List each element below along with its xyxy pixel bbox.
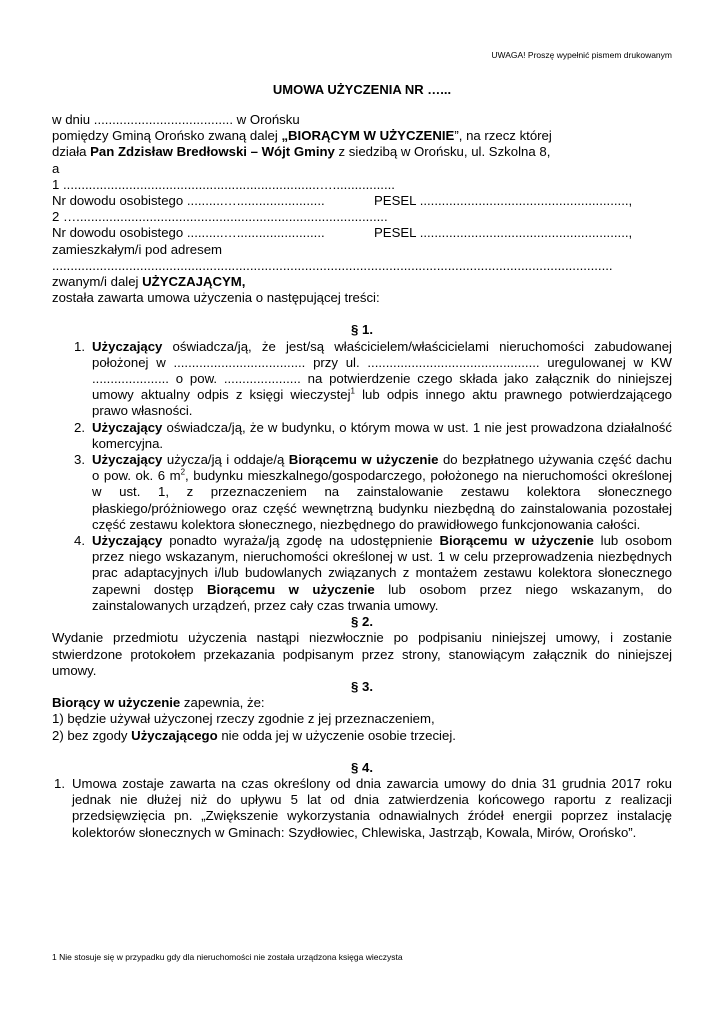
print-notice: UWAGA! Proszę wypełnić pismem drukowanym <box>491 50 672 60</box>
section-1-item-3 <box>72 452 672 533</box>
text: oświadcza/ją, że w budynku, o którym mowa w ust. 1 nie jest prowadzona działalność komercyjna. <box>92 419 672 451</box>
id-number-field[interactable]: Nr dowodu osobistego ..........…........................ <box>52 193 325 209</box>
text: z siedzibą w Orońsku, ul. Szkolna 8, <box>334 144 551 160</box>
party1-field[interactable]: 1 ......................................................................…................. <box>52 176 395 192</box>
text: nie odda jej w użyczenie osobie trzeciej. <box>217 727 456 743</box>
text: , budynku mieszkalnego/gospodarczego, położonego na nieruchomości określonej w ust. 1, z przeznaczeniem na zainstalowanie zestawu kolektora słonecznego płaskiego/próżniowego oraz część wewnętrzną budynku niezbędną do zainstalowania pozostałej część zestawu kolektora słonecznego, niezbędnego do prawidłowego funkcjonowania całości. <box>92 468 672 532</box>
text: działa <box>52 144 91 160</box>
lender-line <box>52 274 672 290</box>
section-1-item-2 <box>72 420 672 452</box>
borrower-term: Biorący w użyczenie <box>52 695 181 711</box>
id-number-field[interactable]: Nr dowodu osobistego ..........…........................ <box>52 225 325 241</box>
section-3-lead <box>52 695 672 711</box>
section-4-item-1 <box>52 776 672 841</box>
item-number: 2. <box>74 419 85 435</box>
section-1-list <box>52 339 672 614</box>
borrower-label: „BIORĄCYM W UŻYCZENIE <box>281 128 455 144</box>
party1-id-row <box>52 193 672 209</box>
mayor-name: Pan Zdzisław Bredłowski – Wójt Gminy <box>90 144 335 160</box>
text: ”, na rzecz której <box>454 128 552 144</box>
text: Umowa zostaje zawarta na czas określony od dnia zawarcia umowy do dnia 31 grudnia 2017 roku jednak nie dłużej niż do upływu 5 lat od dnia zatwierdzenia końcowego raportu z realizacji przedsięwzięcia pn. „Zwiększenie wykorzystania odnawialnych źródeł energii poprzez instalację kolektorów słonecznych w Gminach: Szydłowiec, Chlewiska, Jastrząb, Kowala, Mirów, Orońsko”. <box>72 775 672 840</box>
item-number: 4. <box>74 533 85 549</box>
text: zwanym/i dalej <box>52 274 143 290</box>
section-3-heading: § 3. <box>351 678 373 694</box>
text: oświadcza/ją, że jest/są właścicielem/właścicielami nieruchomości zabudowanej położonej w .................................... przy ul. ............................................... uregulowanej w KW ..................... o pow. ..................... na potwierdzenie czego składa jako załącznik do niniejszej umowy aktualny odpis z księgi wieczystej <box>92 338 672 403</box>
text: pomiędzy Gminą Orońsko zwaną dalej <box>52 128 282 144</box>
address-field[interactable]: ......................................................................................................................................................... <box>52 257 613 273</box>
lender-term: Użyczający <box>92 452 163 468</box>
section-2-text: Wydanie przedmiotu użyczenia nastąpi niezwłocznie po podpisaniu niniejszej umowy, i zostanie stwierdzone protokołem przekazania podpisanym przez strony, stanowiącym załącznik do niniejszej umowy. <box>52 630 672 678</box>
parties-line <box>52 128 672 144</box>
text: lub osobom przez niego wskazanym, do zainstalowanych urządzeń, przez cały czas trwania umowy. <box>92 581 673 613</box>
text: lub odpis innego aktu prawnego potwierdzającego prawo własności. <box>92 387 672 419</box>
lender-term: Użyczający <box>92 338 163 354</box>
lender-term: Użyczającego <box>131 727 218 743</box>
section-3-point-2 <box>52 728 672 744</box>
section-1-item-1 <box>72 339 672 420</box>
section-3-point-1: 1) będzie używał użyczonej rzeczy zgodnie z jej przeznaczeniem, <box>52 711 435 727</box>
section-2-heading: § 2. <box>351 614 373 630</box>
lender-term: Użyczający <box>92 533 163 549</box>
concluded-line: została zawarta umowa użyczenia o następującej treści: <box>52 290 380 306</box>
section-4-heading: § 4. <box>351 759 373 775</box>
text: użycza/ją i oddaje/ą <box>162 452 289 468</box>
lender-label: UŻYCZAJĄCYM, <box>142 274 246 290</box>
section-1-item-4 <box>72 533 672 614</box>
and-line: a <box>52 160 60 176</box>
party2-id-row <box>52 225 672 241</box>
footnote: 1 Nie stosuje się w przypadku gdy dla nieruchomości nie została urządzona księga wieczysta <box>52 952 403 962</box>
text: ponadto wyraża/ją zgodę na udostępnienie <box>162 533 440 549</box>
pesel-field[interactable]: PESEL ........................................................., <box>374 193 633 209</box>
pesel-field[interactable]: PESEL ........................................................., <box>374 225 633 241</box>
party2-field[interactable]: 2 …..................................................................................... <box>52 209 388 225</box>
superscript: 2 <box>180 467 186 477</box>
footnote-ref: 1 <box>350 386 355 396</box>
document-title: UMOWA UŻYCZENIA NR …... <box>272 82 452 97</box>
borrower-term: Biorącemu w użyczenie <box>288 452 439 468</box>
borrower-term: Biorącemu w użyczenie <box>207 581 375 597</box>
item-number: 3. <box>74 452 85 468</box>
residing-label: zamieszkałym/i pod adresem <box>52 241 223 257</box>
text: lub osobom przez niego wskazanym, nieruchomości określonej w ust. 1 w celu przeprowadzenia niezbędnych prac adaptacyjnych i/lub budowlanych związanych z montażem zestawu kolektora słonecznego zapewni dostęp <box>92 533 672 597</box>
section-1-heading: § 1. <box>351 322 373 338</box>
item-number: 1. <box>54 775 65 791</box>
lender-term: Użyczający <box>92 419 163 435</box>
item-number: 1. <box>74 338 85 354</box>
document-body <box>52 112 672 841</box>
date-line: w dniu ...................................... w Orońsku <box>52 112 300 127</box>
borrower-term: Biorącemu w użyczenie <box>439 533 594 549</box>
text: do bezpłatnego używania część dachu o pow. ok. 6 m <box>92 452 672 484</box>
text: zapewnia, że: <box>180 695 265 711</box>
representative-line <box>52 144 672 160</box>
text: 2) bez zgody <box>52 727 132 743</box>
